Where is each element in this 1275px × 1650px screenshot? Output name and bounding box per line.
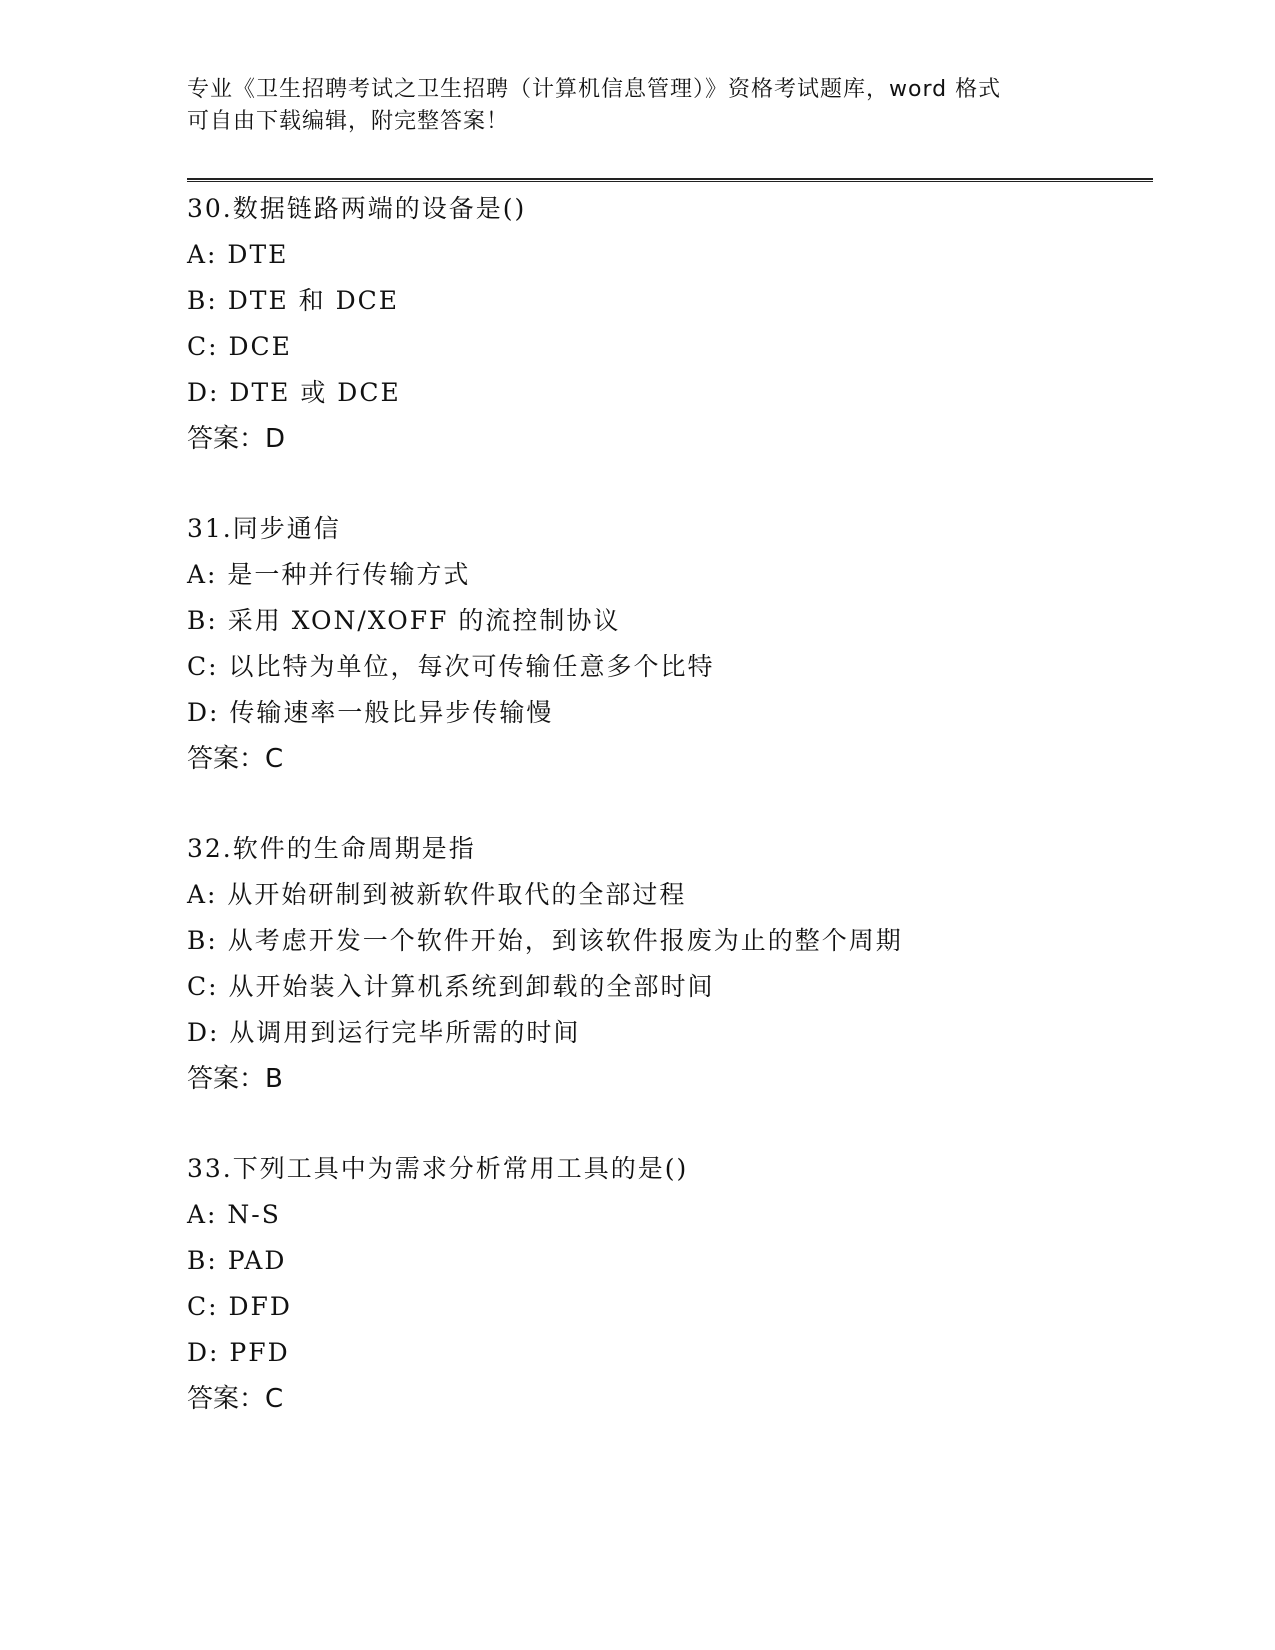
question-stem: 32.软件的生命周期是指	[187, 834, 476, 863]
question-block-31	[187, 506, 1187, 782]
option-c: C: 以比特为单位，每次可传输任意多个比特	[187, 652, 715, 681]
answer-value: C	[265, 744, 284, 774]
answer-line	[187, 736, 1187, 782]
question-stem: 30.数据链路两端的设备是()	[187, 194, 527, 223]
option-a: A: DTE	[187, 240, 289, 269]
option-c: C: 从开始装入计算机系统到卸载的全部时间	[187, 972, 715, 1001]
option-d: D: 传输速率一般比异步传输慢	[187, 698, 554, 727]
document-header	[187, 74, 1087, 138]
answer-line	[187, 1056, 1187, 1102]
answer-label: 答案：	[187, 1384, 266, 1414]
answer-line	[187, 416, 1187, 462]
option-a: A: 从开始研制到被新软件取代的全部过程	[187, 880, 687, 909]
option-b: B: 采用 XON/XOFF 的流控制协议	[187, 606, 621, 635]
header-line-2: 可自由下载编辑，附完整答案！	[187, 109, 510, 134]
answer-label: 答案：	[187, 424, 266, 454]
question-stem: 33.下列工具中为需求分析常用工具的是()	[187, 1154, 689, 1183]
question-block-30	[187, 186, 1187, 462]
answer-line	[187, 1376, 1187, 1422]
answer-value: C	[265, 1384, 284, 1414]
option-d: D: PFD	[187, 1338, 290, 1367]
option-b: B: PAD	[187, 1246, 287, 1275]
option-b: B: DTE 和 DCE	[187, 286, 400, 315]
header-divider	[187, 178, 1153, 182]
header-line-1: 专业《卫生招聘考试之卫生招聘（计算机信息管理）》资格考试题库，word 格式	[187, 77, 1002, 102]
option-b: B: 从考虑开发一个软件开始，到该软件报废为止的整个周期	[187, 926, 903, 955]
question-block-33	[187, 1146, 1187, 1422]
answer-label: 答案：	[187, 744, 266, 774]
option-d: D: 从调用到运行完毕所需的时间	[187, 1018, 581, 1047]
question-stem: 31.同步通信	[187, 514, 341, 543]
option-d: D: DTE 或 DCE	[187, 378, 401, 407]
option-a: A: 是一种并行传输方式	[187, 560, 471, 589]
option-a: A: N-S	[187, 1200, 281, 1229]
question-block-32	[187, 826, 1187, 1102]
answer-label: 答案：	[187, 1064, 266, 1094]
answer-value: D	[265, 424, 286, 454]
option-c: C: DCE	[187, 332, 292, 361]
option-c: C: DFD	[187, 1292, 292, 1321]
answer-value: B	[265, 1064, 283, 1094]
